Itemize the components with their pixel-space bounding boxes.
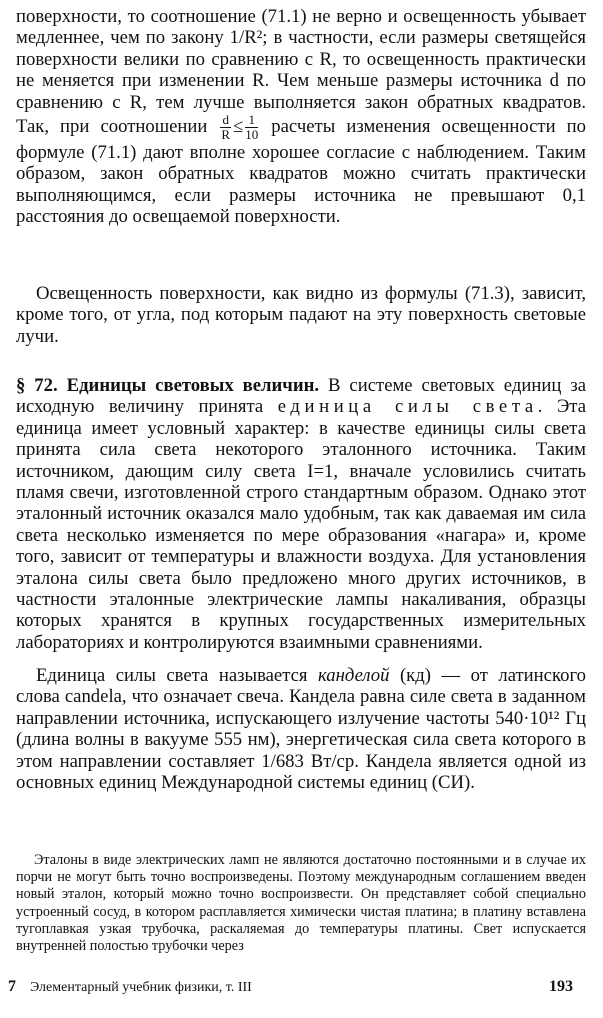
paragraph-inverse-square-law (16, 6, 586, 228)
page-footer (8, 978, 573, 996)
fraction-numerator: 1 (245, 113, 258, 128)
fraction-one-tenth (245, 113, 258, 142)
fraction-d-over-r (220, 113, 231, 142)
paragraph-text: (кд) — от латинского слова candela, что означает свеча. Кандела равна силе света в заданном направлении источника, испускающего излучение частоты 540·10¹² Гц (длина волны в вакууме 555 нм), энергетическая сила света которого в этом направлении составляет 1/683 Вт/ср. Кандела является одной из основных единиц Международной системы единиц (СИ). (16, 665, 586, 794)
spaced-term: единица силы света (277, 396, 538, 418)
section-72 (16, 375, 586, 653)
footer-left (8, 978, 252, 996)
fraction-numerator: d (222, 112, 229, 128)
signature-mark: 7 (8, 978, 16, 995)
paragraph-text: расчеты изменения освещенности по формуле (71.1) дают вполне хорошее согласие с наблюдением. Таким образом, закон обратных квадратов можно считать практически выполняющимся, если размеры источника не превышают 0,1 расстояния до освещаемой поверхности. (16, 115, 586, 228)
section-text: . Эта единица имеет условный характер: в качестве единицы силы света принята сила света некоторого эталонного источника. Таким источником, дающим силу света I=1, вначале условились считать пламя свечи, изготовленной строго стандартным образом. Однако этот эталонный источник оказался мало удобным, так как даваемая им сила света несколько изменяется по мере образования «нагара» и, кроме того, зависит от температуры и влажности воздуха. Для установления эталона силы света было предложено много других источников, в частности эталонные электрические лампы накаливания, образцы которых хранятся в крупных государственных измерительных лабораториях и контролируются взаимными сравнениями. (16, 396, 586, 653)
section-title: Единицы световых величин. (66, 375, 320, 396)
relation-symbol: ≤ (232, 115, 244, 137)
paragraph-text: Единица силы света называется (36, 665, 318, 686)
book-title: Элементарный учебник физики, т. III (30, 980, 252, 995)
fraction-denominator: R (221, 127, 231, 143)
small-print-note: Эталоны в виде электрических ламп не являются достаточно постоянными и в случае их порчи не могут быть точно воспроизведены. Поэтому международным соглашением введен новый эталон, который можно точно воспроизвести. Он представляет собой специально устроенный сосуд, в котором расплавляется химически чистая платина; в платину вставлена тугоплавкая узкая трубочка, раскаляемая до температуры платины. Свет испускается внутренней полостью трубочки через (16, 852, 586, 955)
section-number: § 72. (16, 375, 58, 396)
section-text: В системе световых единиц за исходную величину принята (16, 375, 587, 418)
paragraph-text: поверхности, то соотношение (71.1) не верно и освещенность убывает медленнее, чем по закону 1/R²; в частности, если размеры светящейся поверхности велики по сравнению с R, то освещенность практически не меняется при изменении R. Чем меньше размеры источника d по сравнению с R, тем лучше выполняется закон обратных квадратов. Так, при соотношении (16, 6, 586, 137)
page-number: 193 (549, 978, 573, 995)
italic-term: канделой (318, 665, 390, 686)
fraction-denominator: 10 (245, 127, 259, 143)
paragraph-angle-dependence: Освещенность поверхности, как видно из формулы (71.3), зависит, кроме того, от угла, под которым падают на эту поверхность световые лучи. (16, 283, 586, 347)
paragraph-candela (16, 665, 586, 793)
